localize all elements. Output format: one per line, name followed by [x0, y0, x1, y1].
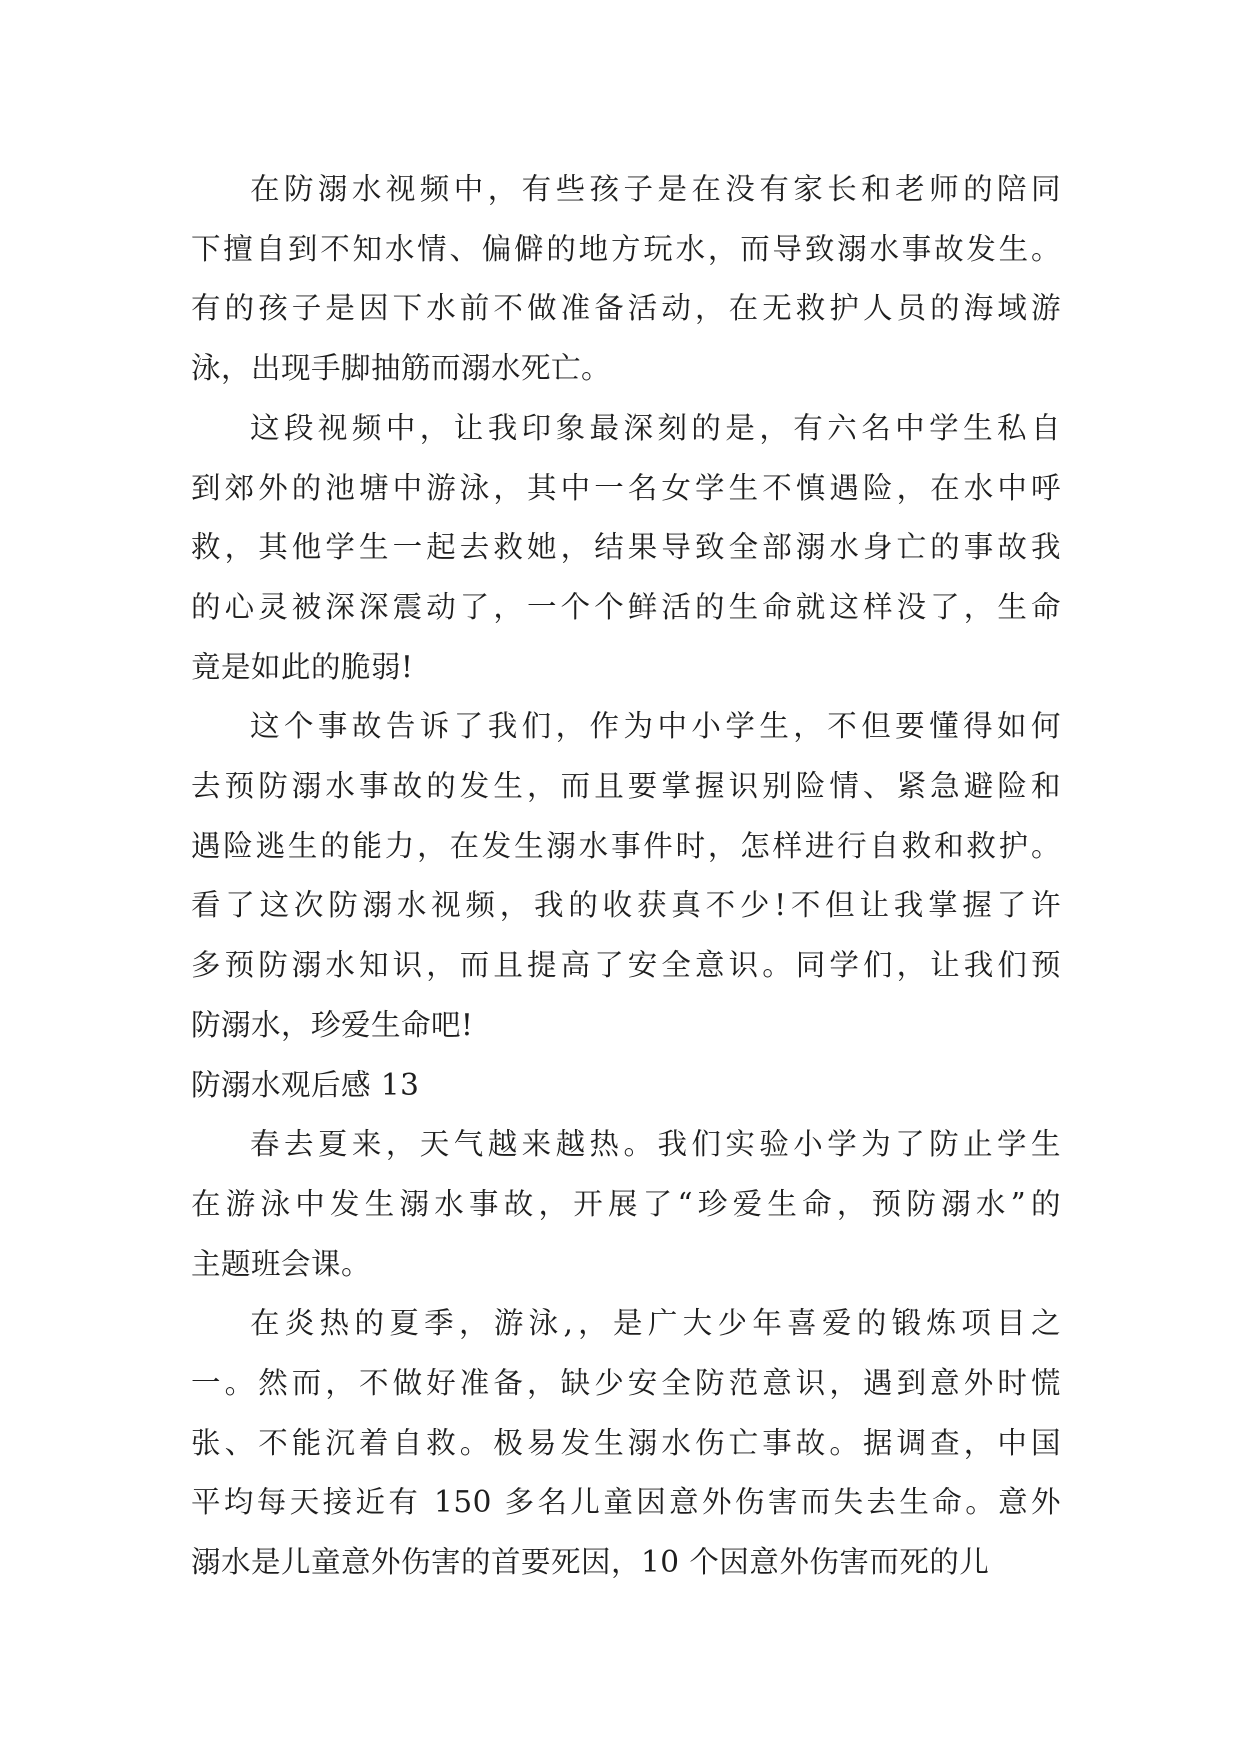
- text-line: 去预防溺水事故的发生，而且要掌握识别险情、紧急避险和: [191, 769, 1061, 804]
- document-body: [191, 160, 1061, 1593]
- paragraph: [191, 1115, 1061, 1294]
- text-line: 防溺水，珍爱生命吧!: [191, 1007, 474, 1042]
- text-line: 泳，出现手脚抽筋而溺水死亡。: [191, 351, 612, 386]
- text-line: 看了这次防溺水视频，我的收获真不少!不但让我掌握了许: [191, 888, 1061, 923]
- section-heading: [191, 1056, 1061, 1116]
- text-line: 遇险逃生的能力，在发生溺水事件时，怎样进行自救和救护。: [191, 828, 1061, 863]
- text-line: 的心灵被深深震动了，一个个鲜活的生命就这样没了，生命: [191, 589, 1061, 624]
- paragraph: [191, 160, 1061, 399]
- text-line: 下擅自到不知水情、偏僻的地方玩水，而导致溺水事故发生。: [191, 231, 1061, 266]
- text-line: 春去夏来，天气越来越热。我们实验小学为了防止学生: [250, 1127, 1061, 1162]
- text-line: 在游泳中发生溺水事故，开展了“珍爱生命，预防溺水”的: [191, 1186, 1061, 1221]
- text-line: 张、不能沉着自救。极易发生溺水伤亡事故。据调查，中国: [191, 1425, 1061, 1460]
- text-line: 救，其他学生一起去救她，结果导致全部溺水身亡的事故我: [191, 530, 1061, 565]
- text-line: 多预防溺水知识，而且提高了安全意识。同学们，让我们预: [191, 948, 1061, 983]
- paragraph: [191, 697, 1061, 1055]
- paragraph: [191, 399, 1061, 698]
- text-line: 平均每天接近有 150 多名儿童因意外伤害而失去生命。意外: [191, 1485, 1061, 1520]
- text-line: 主题班会课。: [191, 1246, 372, 1281]
- paragraph: [191, 1294, 1061, 1593]
- text-line: 在防溺水视频中，有些孩子是在没有家长和老师的陪同: [250, 172, 1061, 206]
- text-line: 这个事故告诉了我们，作为中小学生，不但要懂得如何: [250, 709, 1061, 744]
- text-line: 一。然而，不做好准备，缺少安全防范意识，遇到意外时慌: [191, 1366, 1061, 1401]
- text-line: 在炎热的夏季，游泳,，是广大少年喜爱的锻炼项目之: [250, 1306, 1061, 1341]
- text-line: 溺水是儿童意外伤害的首要死因，10 个因意外伤害而死的儿: [191, 1545, 990, 1580]
- text-line: 防溺水观后感 13: [191, 1067, 420, 1102]
- text-line: 到郊外的池塘中游泳，其中一名女学生不慎遇险，在水中呼: [191, 470, 1061, 505]
- text-line: 竟是如此的脆弱!: [191, 649, 414, 684]
- text-line: 有的孩子是因下水前不做准备活动，在无救护人员的海域游: [191, 291, 1061, 326]
- text-line: 这段视频中，让我印象最深刻的是，有六名中学生私自: [250, 410, 1061, 445]
